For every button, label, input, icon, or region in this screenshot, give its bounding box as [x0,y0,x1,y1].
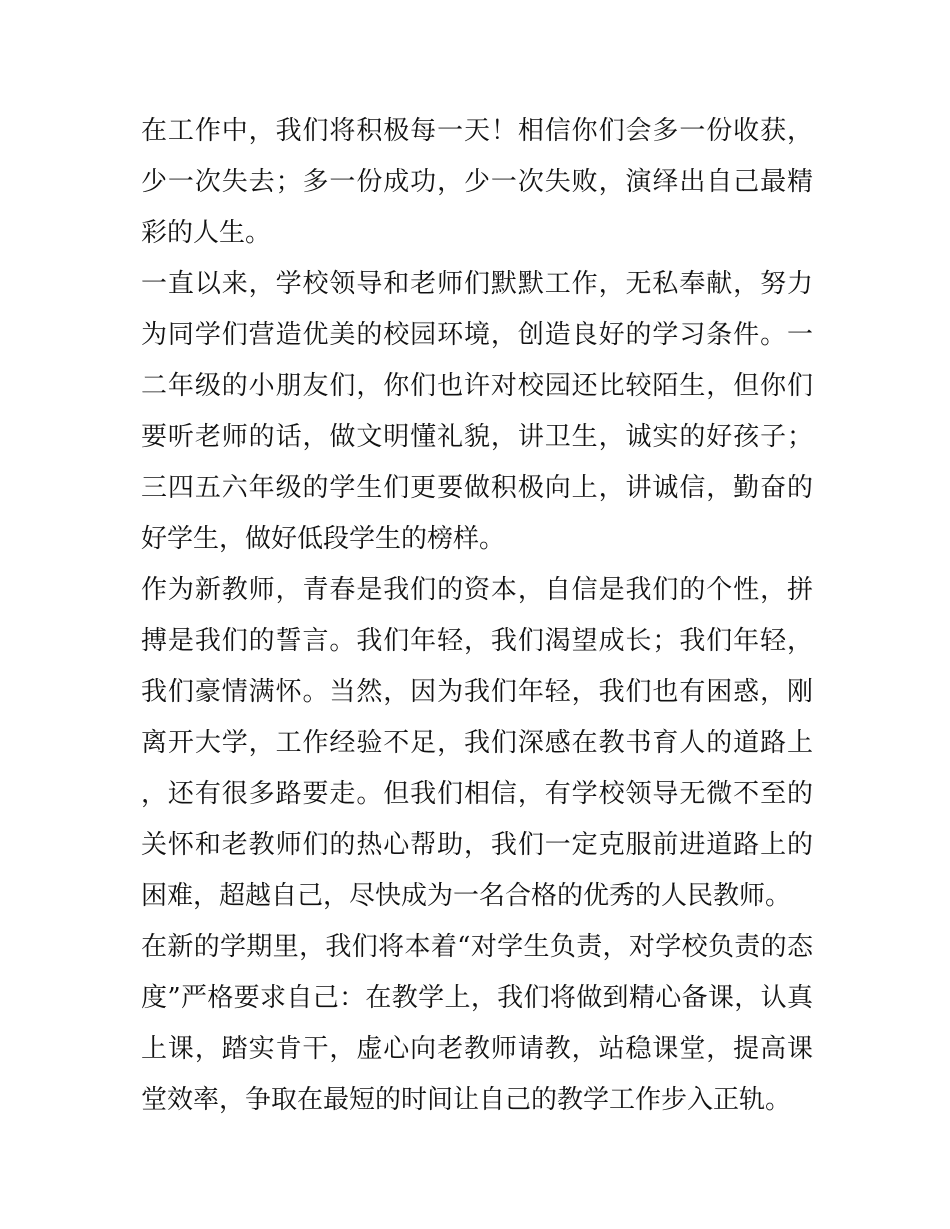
paragraph-3: 作为新教师，青春是我们的资本，自信是我们的个性，拼搏是我们的誓言。我们年轻，我们渴望成长；我们年轻，我们豪情满怀。当然，因为我们年轻，我们也有困惑，刚离开大学，工作经验不足，我们深感在教书育人的道路上，还有很多路要走。但我们相信，有学校领导无微不至的关怀和老教师们的热心帮助，我们一定克服前进道路上的困难，超越自己，尽快成为一名合格的优秀的人民教师。 [141,575,813,911]
paragraph-2: 一直以来，学校领导和老师们默默工作，无私奉献，努力为同学们营造优美的校园环境，创造良好的学习条件。一二年级的小朋友们，你们也许对校园还比较陌生，但你们要听老师的话，做文明懂礼貌，讲卫生，诚实的好孩子；三四五六年级的学生们更要做积极向上，讲诚信，勤奋的好学生，做好低段学生的榜样。 [141,269,813,554]
paragraph-4: 在新的学期里，我们将本着“对学生负责，对学校负责的态度”严格要求自己：在教学上，我们将做到精心备课，认真上课，踏实肯干，虚心向老教师请教，站稳课堂，提高课堂效率，争取在最短的时间让自己的教学工作步入正轨。 [141,932,813,1115]
document-body [141,106,813,1126]
paragraph-1: 在工作中，我们将积极每一天！相信你们会多一份收获，少一次失去；多一份成功，少一次失败，演绎出自己最精彩的人生。 [141,116,813,248]
